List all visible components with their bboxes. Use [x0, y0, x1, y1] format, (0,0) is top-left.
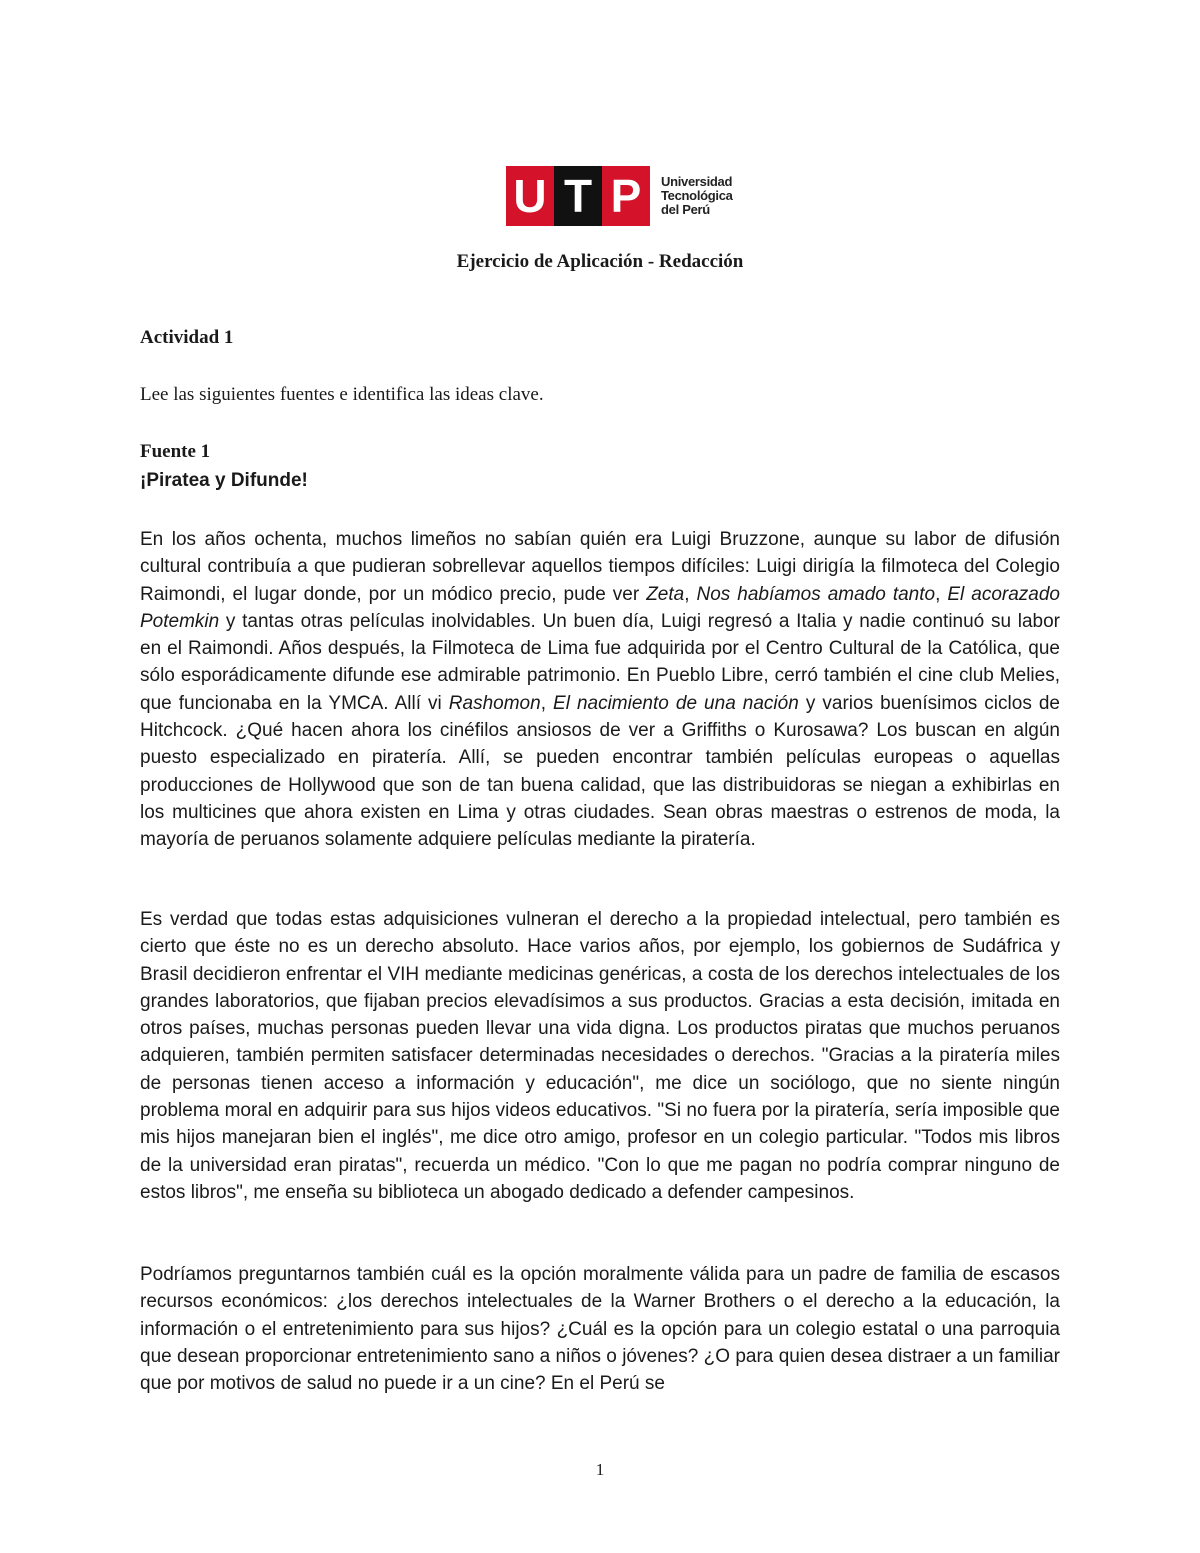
document-title: Ejercicio de Aplicación - Redacción — [456, 251, 744, 272]
source-title: ¡Piratea y Difunde! — [140, 470, 308, 491]
paragraph-1 — [140, 526, 1060, 854]
film-title-nacimiento: El nacimiento de una nación — [553, 692, 799, 714]
film-title-potemkin: El acorazado Potemkin — [140, 583, 1060, 632]
paragraph-1-text-1: En los años ochenta, muchos limeños no sabían quién era Luigi Bruzzone, aunque su labor de difusión cultural contribuía a que pudieran sobrellevar aquellos tiempos difíciles: Luigi dirigía la filmoteca del Colegio Raimondi, el lugar donde, por un módico precio, pude ver — [140, 529, 1060, 605]
page-number: 1 — [595, 1460, 605, 1479]
utp-logo — [506, 166, 733, 226]
paragraph-1-text-3: , — [935, 583, 948, 605]
film-title-rashomon: Rashomon — [448, 692, 541, 714]
logo-letter-t: T — [554, 166, 602, 226]
logo-letter-u: U — [506, 166, 554, 226]
film-title-nos-habiamos: Nos habíamos amado tanto — [696, 583, 936, 605]
paragraph-1-text-5: , — [540, 692, 554, 714]
logo-name-line-2: Tecnológica — [661, 188, 733, 203]
activity-instruction: Lee las siguientes fuentes e identifica las ideas clave. — [140, 384, 544, 405]
activity-heading: Actividad 1 — [140, 327, 234, 348]
paragraph-1-text-4: y tantas otras películas inolvidables. Un buen día, Luigi regresó a Italia y nadie continuó su labor en el Raimondi. Años después, la Filmoteca de Lima fue adquirida por el Centro Cultural de la Católica, que sólo esporádicamente difunde ese admirable patrimonio. En Pueblo Libre, cerró también el cine club Melies, que funcionaba en la YMCA. Allí vi — [140, 610, 1060, 714]
paragraph-2: Es verdad que todas estas adquisiciones vulneran el derecho a la propiedad intelectual, pero también es cierto que éste no es un derecho absoluto. Hace varios años, por ejemplo, los gobiernos de Sudáfrica y Brasil decidieron enfrentar el VIH mediante medicinas genéricas, a costa de los derechos intelectuales de los grandes laboratorios, que fijaban precios elevadísimos a sus productos. Gracias a esta decisión, imitada en otros países, muchas personas pueden llevar una vida digna. Los productos piratas que muchos peruanos adquieren, también permiten satisfacer determinadas necesidades o derechos. "Gracias a la piratería miles de personas tienen acceso a información y educación", me dice un sociólogo, que no siente ningún problema moral en adquirir para sus hijos videos educativos. "Si no fuera por la piratería, sería imposible que mis hijos manejaran bien el inglés", me dice otro amigo, profesor en un colegio particular. "Todos mis libros de la universidad eran piratas", recuerda un médico. "Con lo que me pagan no podría comprar ninguno de estos libros", me enseña su biblioteca un abogado dedicado a defender campesinos. — [140, 909, 1060, 1203]
paragraph-3: Podríamos preguntarnos también cuál es la opción moralmente válida para un padre de familia de escasos recursos económicos: ¿los derechos intelectuales de la Warner Brothers o el derecho a la educación, la información o el entretenimiento para sus hijos? ¿Cuál es la opción para un colegio estatal o una parroquia que desean proporcionar entretenimiento sano a niños o jóvenes? ¿O para quien desea distraer a un familiar que por motivos de salud no puede ir a un cine? En el Perú se — [140, 1264, 1060, 1395]
logo-university-name — [661, 175, 733, 217]
source-label: Fuente 1 — [140, 441, 211, 462]
logo-name-line-3: del Perú — [661, 202, 710, 217]
paragraph-1-text-2: , — [684, 583, 697, 605]
logo-letter-p: P — [602, 166, 650, 226]
paragraph-1-text-6: y varios buenísimos ciclos de Hitchcock. ¿Qué hacen ahora los cinéfilos ansiosos de ver a Griffiths o Kurosawa? Los buscan en algún puesto especializado en piratería. Allí, se pueden encontrar también películas europeas o aquellas producciones de Hollywood que son de tan buena calidad, que las distribuidoras se niegan a exhibirlas en los multicines que ahora existen en Lima y otras ciudades. Sean obras maestras o estrenos de moda, la mayoría de peruanos solamente adquiere películas mediante la piratería. — [140, 692, 1060, 851]
film-title-zeta: Zeta — [646, 583, 685, 605]
logo-name-line-1: Universidad — [661, 174, 733, 189]
